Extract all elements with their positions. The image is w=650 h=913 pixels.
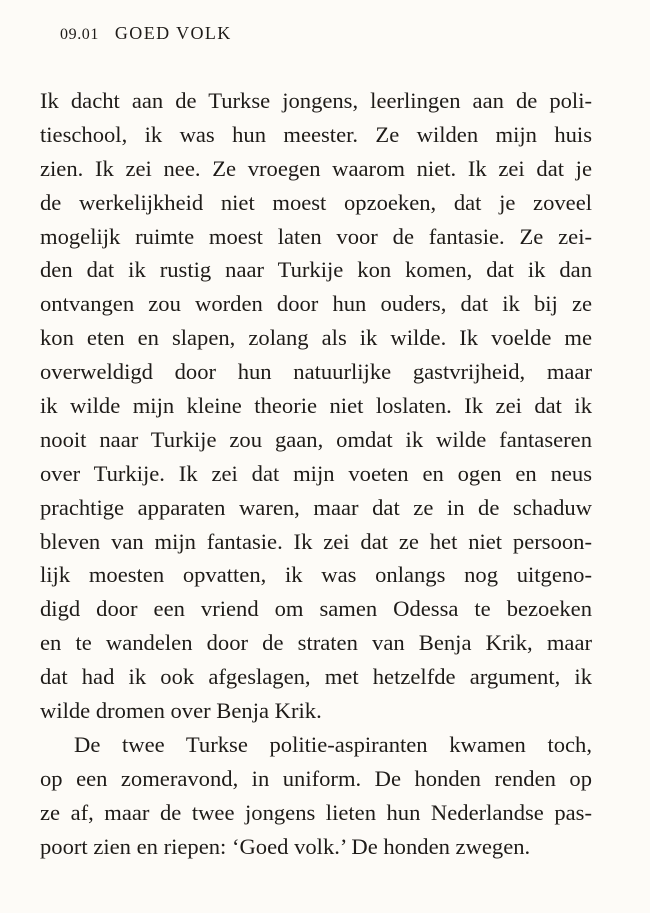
text-line: De twee Turkse politie-aspiranten kwamen toch, xyxy=(74,731,592,757)
chapter-title: GOED VOLK xyxy=(114,23,232,43)
text-line: wilde dromen over Benja Krik. xyxy=(40,698,322,724)
text-line: lijk moesten opvatten, ik was onlangs nog uitgeno- xyxy=(40,562,592,588)
paragraph-1 xyxy=(40,84,592,728)
text-line: ontvangen zou worden door hun ouders, dat ik bij ze xyxy=(40,291,592,317)
text-line: en te wandelen door de straten van Benja Krik, maar xyxy=(40,630,592,656)
text-line: zien. Ik zei nee. Ze vroegen waarom niet. Ik zei dat je xyxy=(40,155,592,181)
text-line: op een zomeravond, in uniform. De honden renden op xyxy=(40,765,592,791)
text-line: overweldigd door hun natuurlijke gastvrijheid, maar xyxy=(40,359,592,385)
text-line: prachtige apparaten waren, maar dat ze in de schaduw xyxy=(40,494,592,520)
text-line: Ik dacht aan de Turkse jongens, leerlingen aan de poli- xyxy=(40,88,592,113)
text-line: over Turkije. Ik zei dat mijn voeten en ogen en neus xyxy=(40,460,592,486)
chapter-number: 09.01 xyxy=(60,26,99,43)
text-line: ze af, maar de twee jongens lieten hun Nederlandse pas- xyxy=(40,799,592,825)
body-text xyxy=(40,84,592,863)
text-line: ik wilde mijn kleine theorie niet loslaten. Ik zei dat ik xyxy=(40,393,592,419)
text-line: poort zien en riepen: ‘Goed volk.’ De honden zwegen. xyxy=(40,833,531,859)
text-line: kon eten en slapen, zolang als ik wilde. Ik voelde me xyxy=(40,325,592,351)
text-line: den dat ik rustig naar Turkije kon komen, dat ik dan xyxy=(40,257,592,283)
paragraph-2 xyxy=(40,728,592,864)
text-line: dat had ik ook afgeslagen, met hetzelfde argument, ik xyxy=(40,664,592,690)
text-line: bleven van mijn fantasie. Ik zei dat ze het niet persoon- xyxy=(40,528,592,554)
text-line: mogelijk ruimte moest laten voor de fantasie. Ze zei- xyxy=(40,223,592,249)
text-line: digd door een vriend om samen Odessa te bezoeken xyxy=(40,596,592,622)
text-line: de werkelijkheid niet moest opzoeken, dat je zoveel xyxy=(40,189,592,215)
text-line: nooit naar Turkije zou gaan, omdat ik wilde fantaseren xyxy=(40,426,592,452)
text-line: tieschool, ik was hun meester. Ze wilden mijn huis xyxy=(40,121,592,147)
running-head xyxy=(60,23,232,44)
